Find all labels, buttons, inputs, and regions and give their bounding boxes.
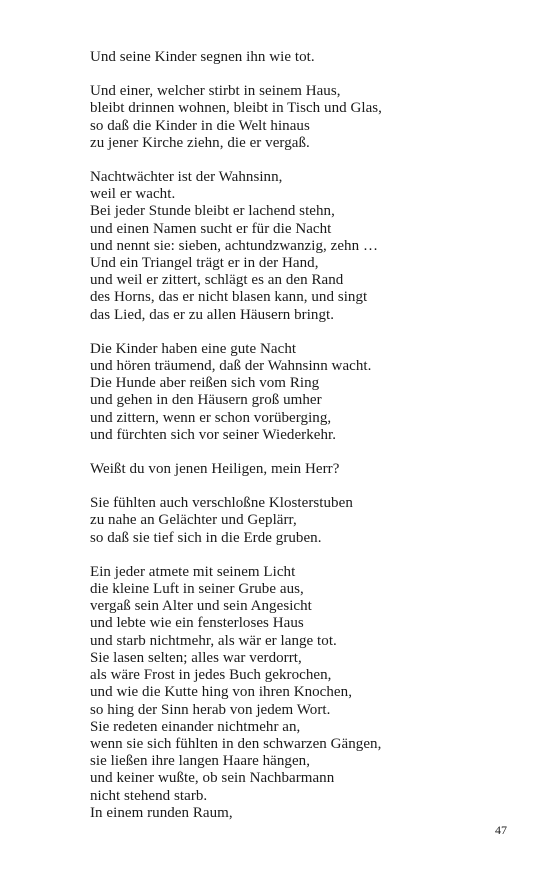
verse-line: Und seine Kinder segnen ihn wie tot.	[90, 49, 315, 65]
verse-line: bleibt drinnen wohnen, bleibt in Tisch und Glas,	[90, 100, 382, 117]
stanza-5	[90, 461, 510, 478]
stanza-7	[90, 564, 510, 822]
verse-line: so daß die Kinder in die Welt hinaus	[90, 117, 310, 134]
verse-line: und einen Namen sucht er für die Nacht	[90, 220, 332, 237]
verse-line: und hören träumend, daß der Wahnsinn wacht.	[90, 358, 372, 375]
poem-text	[90, 49, 510, 839]
verse-line: Die Kinder haben eine gute Nacht	[90, 340, 297, 357]
verse-line: Die Hunde aber reißen sich vom Ring	[90, 375, 320, 392]
verse-line: Nachtwächter ist der Wahnsinn,	[90, 169, 283, 186]
verse-line: das Lied, das er zu allen Häusern bringt.	[90, 306, 335, 323]
stanza-2	[90, 83, 510, 152]
stanza-6	[90, 495, 510, 547]
verse-line: Und einer, welcher stirbt in seinem Haus,	[90, 83, 341, 100]
verse-line: zu jener Kirche ziehn, die er vergaß.	[90, 134, 310, 151]
verse-line: und wie die Kutte hing von ihren Knochen,	[90, 684, 352, 701]
verse-line: Ein jeder atmete mit seinem Licht	[90, 563, 296, 580]
verse-line: und keiner wußte, ob sein Nachbarmann	[90, 770, 335, 787]
verse-line: so daß sie tief sich in die Erde gruben.	[90, 529, 322, 546]
verse-line: so hing der Sinn herab von jedem Wort.	[90, 701, 331, 718]
verse-line: wenn sie sich fühlten in den schwarzen Gängen,	[90, 735, 382, 752]
verse-line: Sie redeten einander nichtmehr an,	[90, 718, 301, 735]
verse-line: und fürchten sich vor seiner Wiederkehr.	[90, 426, 337, 443]
verse-line: und starb nichtmehr, als wär er lange tot.	[90, 632, 337, 649]
verse-line: Bei jeder Stunde bleibt er lachend stehn,	[90, 203, 335, 220]
verse-line: und weil er zittert, schlägt es an den Rand	[90, 272, 344, 289]
verse-line: vergaß sein Alter und sein Angesicht	[90, 598, 312, 615]
page-number: 47	[495, 823, 507, 837]
verse-line: und lebte wie ein fensterloses Haus	[90, 615, 304, 632]
verse-line: sie ließen ihre langen Haare hängen,	[90, 753, 311, 770]
verse-line: In einem runden Raum,	[90, 804, 233, 821]
verse-line: Weißt du von jenen Heiligen, mein Herr?	[90, 461, 340, 478]
verse-line: weil er wacht.	[90, 186, 176, 203]
stanza-1	[90, 49, 510, 66]
verse-line: zu nahe an Gelächter und Geplärr,	[90, 512, 297, 529]
verse-line: als wäre Frost in jedes Buch gekrochen,	[90, 667, 332, 684]
verse-line: Sie fühlten auch verschloßne Klosterstuben	[90, 495, 353, 512]
verse-line: des Horns, das er nicht blasen kann, und singt	[90, 289, 368, 306]
verse-line: nicht stehend starb.	[90, 787, 208, 804]
stanza-3	[90, 169, 510, 324]
verse-line: die kleine Luft in seiner Grube aus,	[90, 581, 304, 598]
verse-line: und nennt sie: sieben, achtundzwanzig, zehn …	[90, 237, 378, 254]
verse-line: Sie lasen selten; alles war verdorrt,	[90, 649, 302, 666]
verse-line: und zittern, wenn er schon vorüberging,	[90, 409, 332, 426]
verse-line: und gehen in den Häusern groß umher	[90, 392, 322, 409]
stanza-4	[90, 341, 510, 444]
verse-line: Und ein Triangel trägt er in der Hand,	[90, 255, 319, 272]
